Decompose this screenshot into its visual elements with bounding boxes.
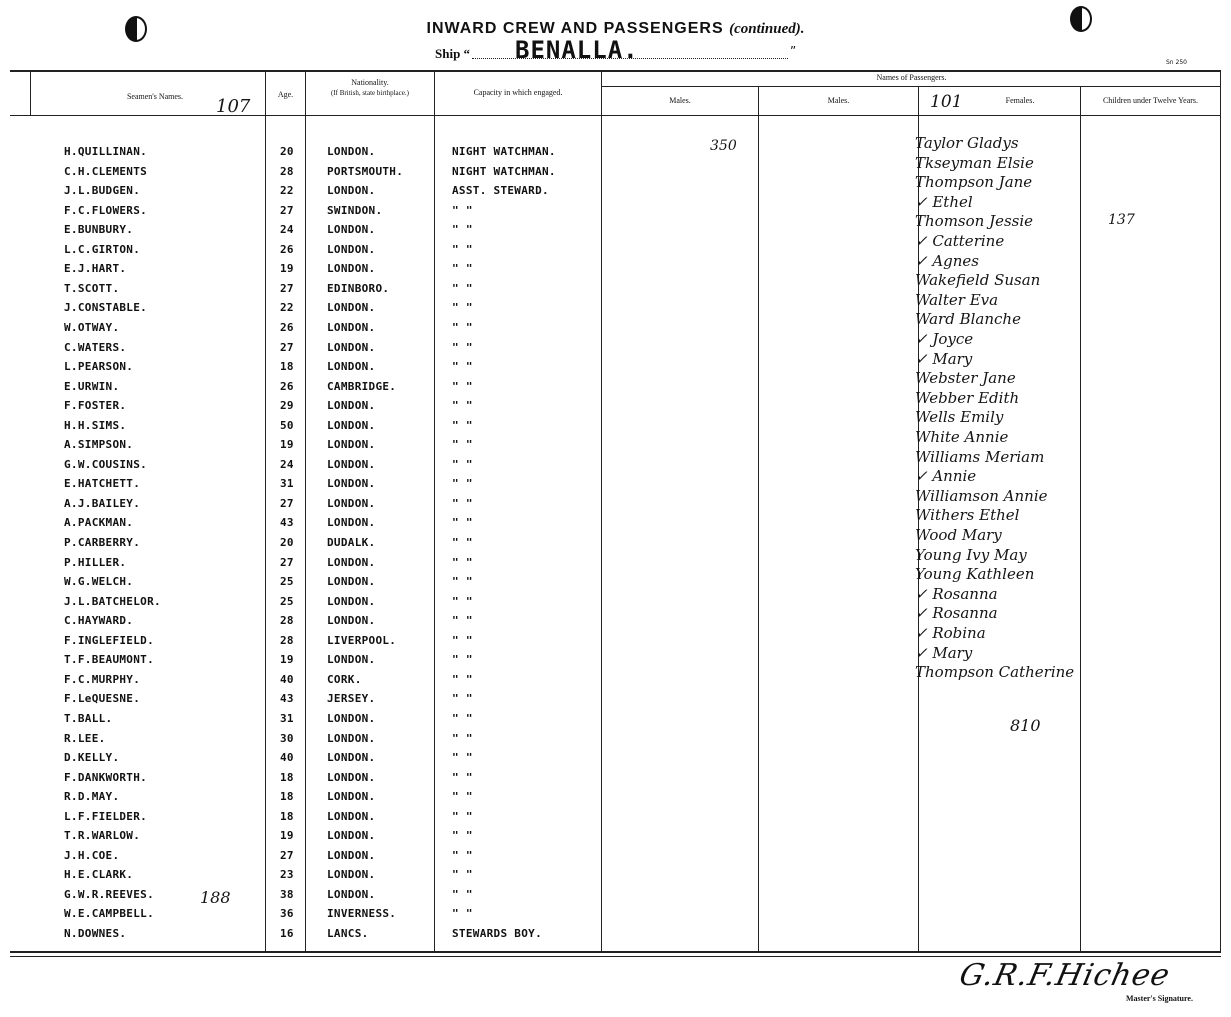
- crew-capacity: " ": [452, 242, 473, 256]
- crew-name: C.HAYWARD.: [64, 614, 134, 628]
- passenger-subheader-rule: [602, 86, 1221, 87]
- crew-age: 23: [280, 868, 294, 882]
- crew-capacity: " ": [452, 633, 473, 647]
- crew-name: W.G.WELCH.: [64, 575, 134, 589]
- crew-capacity: " ": [452, 829, 473, 843]
- header-seamen-names: Seamen's Names.: [126, 92, 184, 101]
- crew-capacity: " ": [452, 809, 473, 823]
- crew-capacity: " ": [452, 340, 473, 354]
- crew-capacity: " ": [452, 555, 473, 569]
- master-signature: G.R.F.Hichee: [956, 958, 1174, 993]
- female-passenger-entry: ✓ Rosanna: [915, 604, 998, 623]
- crew-name: J.L.BUDGEN.: [64, 184, 141, 198]
- crew-nationality: LONDON.: [327, 184, 376, 198]
- crew-nationality: PORTSMOUTH.: [327, 164, 404, 178]
- crew-capacity: " ": [452, 379, 473, 393]
- crew-age: 19: [280, 262, 294, 276]
- crew-name: R.LEE.: [64, 731, 106, 745]
- crew-age: 16: [280, 927, 294, 940]
- crew-age: 50: [280, 418, 294, 432]
- crew-capacity: " ": [452, 692, 473, 706]
- crew-capacity: " ": [452, 418, 473, 432]
- col-divider-nationality: [305, 72, 306, 951]
- header-nationality-main: Nationality.: [351, 78, 389, 87]
- crew-age: 20: [280, 145, 294, 158]
- crew-capacity: " ": [452, 360, 473, 374]
- crew-age: 28: [280, 633, 294, 647]
- crew-nationality: CAMBRIDGE.: [327, 379, 397, 393]
- female-passenger-entry: Webber Edith: [915, 388, 1020, 407]
- form-number: Sn 250: [1166, 59, 1187, 66]
- female-passenger-entry: Young Kathleen: [915, 565, 1035, 584]
- female-passenger-entry: ✓ Rosanna: [915, 584, 998, 603]
- col-divider-right: [1220, 70, 1221, 953]
- crew-age: 18: [280, 360, 294, 374]
- crew-nationality: LONDON.: [327, 301, 376, 315]
- crew-capacity: " ": [452, 711, 473, 725]
- crew-name: H.H.SIMS.: [64, 418, 127, 432]
- crew-age: 27: [280, 281, 294, 295]
- header-names-of-passengers: Names of Passengers.: [876, 73, 947, 82]
- header-children: Children under Twelve Years.: [1102, 96, 1199, 105]
- crew-nationality: LONDON.: [327, 223, 376, 237]
- crew-name: F.DANKWORTH.: [64, 770, 148, 784]
- crew-nationality: LONDON.: [327, 340, 376, 354]
- crew-name: F.C.MURPHY.: [64, 672, 141, 686]
- row-mark-annotation: 188: [200, 888, 231, 907]
- crew-name: H.E.CLARK.: [64, 868, 134, 882]
- crew-nationality: LONDON.: [327, 555, 376, 569]
- col-divider-passengers: [601, 72, 602, 951]
- female-passenger-entry: Young Ivy May: [915, 545, 1027, 564]
- crew-age: 30: [280, 731, 294, 745]
- header-age: Age.: [277, 90, 294, 99]
- crew-nationality: JERSEY.: [327, 692, 376, 706]
- crew-age: 27: [280, 555, 294, 569]
- female-passenger-entry: ✓ Ethel: [915, 192, 973, 211]
- crew-age: 27: [280, 496, 294, 510]
- crew-capacity: " ": [452, 887, 473, 901]
- crew-age: 31: [280, 711, 294, 725]
- crew-capacity: " ": [452, 516, 473, 530]
- crew-name: T.SCOTT.: [64, 281, 120, 295]
- crew-name: L.C.GIRTON.: [64, 242, 141, 256]
- ship-name: BENALLA.: [515, 36, 639, 64]
- crew-age: 29: [280, 399, 294, 413]
- female-passenger-entry: ✓ Catterine: [915, 232, 1005, 250]
- ship-close-quote: ”: [790, 44, 797, 58]
- header-nationality-sub: (If British, state birthplace.): [331, 89, 409, 97]
- bottom-mark-annotation: 810: [1010, 716, 1041, 735]
- female-passenger-entry: Walter Eva: [915, 290, 999, 309]
- header-males-1: Males.: [669, 96, 691, 105]
- crew-nationality: LIVERPOOL.: [327, 633, 397, 647]
- crew-nationality: LONDON.: [327, 848, 376, 862]
- crew-age: 36: [280, 907, 294, 921]
- crew-capacity: " ": [452, 320, 473, 334]
- crew-capacity: " ": [452, 457, 473, 471]
- crew-nationality: LONDON.: [327, 360, 376, 374]
- crew-capacity: " ": [452, 868, 473, 882]
- crew-nationality: LONDON.: [327, 868, 376, 882]
- crew-age: 27: [280, 848, 294, 862]
- crew-age: 18: [280, 809, 294, 823]
- crew-nationality: LONDON.: [327, 438, 376, 452]
- crew-name: E.J.HART.: [64, 262, 127, 276]
- crew-nationality: CORK.: [327, 672, 362, 686]
- crew-name: N.DOWNES.: [64, 927, 127, 940]
- males-mark-annotation: 350: [710, 138, 737, 154]
- crew-nationality: INVERNESS.: [327, 907, 397, 921]
- crew-nationality: LONDON.: [327, 594, 376, 608]
- female-passenger-entry: Thomson Jessie: [915, 212, 1034, 231]
- crew-name: T.R.WARLOW.: [64, 829, 141, 843]
- crew-name: F.C.FLOWERS.: [64, 203, 148, 217]
- crew-name: G.W.R.REEVES.: [64, 887, 154, 901]
- crew-age: 43: [280, 692, 294, 706]
- crew-nationality: LONDON.: [327, 731, 376, 745]
- crew-age: 31: [280, 477, 294, 491]
- master-signature-label: Master's Signature.: [1126, 994, 1193, 1003]
- crew-name: F.INGLEFIELD.: [64, 633, 154, 647]
- crew-name: J.L.BATCHELOR.: [64, 594, 161, 608]
- col-divider-age: [265, 72, 266, 951]
- crew-age: 38: [280, 887, 294, 901]
- crew-nationality: LONDON.: [327, 496, 376, 510]
- crew-age: 19: [280, 653, 294, 667]
- crew-capacity: " ": [452, 731, 473, 745]
- female-passenger-entry: ✓ Joyce: [915, 330, 974, 348]
- crew-name: P.CARBERRY.: [64, 536, 141, 549]
- crew-capacity: " ": [452, 575, 473, 589]
- crew-capacity: STEWARDS BOY.: [452, 927, 542, 940]
- crew-nationality: LONDON.: [327, 770, 376, 784]
- crew-nationality: LONDON.: [327, 242, 376, 256]
- crew-nationality: LONDON.: [327, 829, 376, 843]
- crew-name: C.H.CLEMENTS: [64, 164, 148, 178]
- crew-name: E.URWIN.: [64, 379, 120, 393]
- crew-nationality: LONDON.: [327, 516, 376, 530]
- crew-nationality: LONDON.: [327, 457, 376, 471]
- header-males-2: Males.: [827, 96, 850, 105]
- crew-age: 19: [280, 438, 294, 452]
- crew-nationality: LONDON.: [327, 262, 376, 276]
- crew-age: 22: [280, 301, 294, 315]
- crew-nationality: LONDON.: [327, 887, 376, 901]
- crew-age: 27: [280, 203, 294, 217]
- crew-capacity: " ": [452, 477, 473, 491]
- title-text: INWARD CREW AND PASSENGERS: [426, 20, 724, 37]
- header-females: Females.: [1005, 96, 1035, 105]
- crew-name: F.FOSTER.: [64, 399, 127, 413]
- crew-name: C.WATERS.: [64, 340, 127, 354]
- crew-name: J.CONSTABLE.: [64, 301, 148, 315]
- female-passenger-entry: Withers Ethel: [915, 506, 1020, 525]
- crew-age: 26: [280, 242, 294, 256]
- crew-capacity: NIGHT WATCHMAN.: [452, 164, 556, 178]
- female-passenger-entry: Wells Emily: [915, 408, 1004, 427]
- crew-capacity: " ": [452, 438, 473, 452]
- crew-age: 40: [280, 672, 294, 686]
- crew-age: 26: [280, 320, 294, 334]
- female-passenger-entry: Thompson Jane: [915, 173, 1033, 192]
- children-mark-annotation: 137: [1108, 212, 1135, 228]
- crew-nationality: LONDON.: [327, 418, 376, 432]
- crew-nationality: LONDON.: [327, 653, 376, 667]
- crew-nationality: LONDON.: [327, 751, 376, 765]
- crew-name: A.SIMPSON.: [64, 438, 134, 452]
- crew-capacity: " ": [452, 848, 473, 862]
- female-passenger-entry: ✓ Mary: [915, 349, 973, 368]
- crew-name: E.BUNBURY.: [64, 223, 134, 237]
- crew-name: W.OTWAY.: [64, 320, 120, 334]
- crew-nationality: LANCS.: [327, 927, 369, 940]
- table-top-rule: [10, 70, 1221, 72]
- crew-capacity: " ": [452, 907, 473, 921]
- crew-age: 43: [280, 516, 294, 530]
- crew-capacity: " ": [452, 770, 473, 784]
- crew-age: 28: [280, 614, 294, 628]
- crew-nationality: SWINDON.: [327, 203, 383, 217]
- female-passenger-entry: Webster Jane: [915, 369, 1016, 388]
- female-passenger-entry: ✓ Robina: [915, 624, 986, 642]
- crew-capacity: " ": [452, 496, 473, 510]
- crew-age: 28: [280, 164, 294, 178]
- female-passenger-entry: Wakefield Susan: [915, 271, 1041, 290]
- crew-age: 27: [280, 340, 294, 354]
- crew-nationality: LONDON.: [327, 320, 376, 334]
- female-passenger-entry: Thompson Catherine: [915, 663, 1075, 682]
- crew-capacity: " ": [452, 223, 473, 237]
- crew-name: G.W.COUSINS.: [64, 457, 148, 471]
- crew-age: 22: [280, 184, 294, 198]
- title-continued: (continued).: [729, 21, 805, 37]
- crew-nationality: LONDON.: [327, 477, 376, 491]
- crew-nationality: DUDALK.: [327, 536, 376, 549]
- crew-capacity: " ": [452, 399, 473, 413]
- crew-age: 24: [280, 223, 294, 237]
- female-passenger-entry: White Annie: [915, 428, 1009, 446]
- crew-capacity: " ": [452, 653, 473, 667]
- crew-age: 25: [280, 575, 294, 589]
- crew-age: 18: [280, 770, 294, 784]
- crew-nationality: LONDON.: [327, 790, 376, 804]
- crew-name: L.F.FIELDER.: [64, 809, 148, 823]
- crew-name: D.KELLY.: [64, 751, 120, 765]
- crew-nationality: LONDON.: [327, 711, 376, 725]
- crew-capacity: " ": [452, 614, 473, 628]
- female-passenger-entry: Williamson Annie: [915, 486, 1048, 505]
- crew-nationality: LONDON.: [327, 399, 376, 413]
- crew-name: E.HATCHETT.: [64, 477, 141, 491]
- crew-capacity: " ": [452, 790, 473, 804]
- crew-capacity: " ": [452, 262, 473, 276]
- females-count-annotation: 101: [930, 92, 963, 112]
- crew-name: T.BALL.: [64, 711, 113, 725]
- female-passenger-entry: Wood Mary: [915, 526, 1002, 544]
- crew-nationality: LONDON.: [327, 614, 376, 628]
- female-passenger-entry: Williams Meriam: [915, 447, 1045, 466]
- crew-name: R.D.MAY.: [64, 790, 120, 804]
- crew-nationality: EDINBORO.: [327, 281, 390, 295]
- crew-name: L.PEARSON.: [64, 360, 134, 374]
- crew-age: 18: [280, 790, 294, 804]
- crew-capacity: ASST. STEWARD.: [452, 184, 549, 198]
- crew-age: 24: [280, 457, 294, 471]
- seamen-count-annotation: 107: [216, 96, 251, 117]
- crew-age: 20: [280, 536, 294, 549]
- crew-name: W.E.CAMPBELL.: [64, 907, 154, 921]
- crew-capacity: " ": [452, 203, 473, 217]
- crew-age: 19: [280, 829, 294, 843]
- crew-capacity: " ": [452, 536, 473, 549]
- col-divider-males2: [758, 86, 759, 951]
- crew-capacity: " ": [452, 301, 473, 315]
- female-passenger-entry: Taylor Gladys: [915, 134, 1019, 152]
- ship-label: Ship “: [435, 46, 471, 61]
- header-bottom-rule: [10, 115, 1221, 116]
- female-passenger-entry: ✓ Annie: [915, 467, 977, 486]
- crew-name: J.H.COE.: [64, 848, 120, 862]
- female-passenger-entry: ✓ Mary: [915, 643, 973, 662]
- crew-capacity: " ": [452, 594, 473, 608]
- female-passenger-entry: Tkseyman Elsie: [915, 153, 1034, 172]
- crew-nationality: LONDON.: [327, 575, 376, 589]
- female-passenger-entry: ✓ Agnes: [915, 251, 980, 270]
- crew-name: T.F.BEAUMONT.: [64, 653, 154, 667]
- crew-nationality: LONDON.: [327, 809, 376, 823]
- crew-age: 40: [280, 751, 294, 765]
- col-divider-capacity: [434, 72, 435, 951]
- col-divider-children: [1080, 86, 1081, 951]
- col-divider-left: [30, 72, 31, 116]
- table-bottom-rule: [10, 951, 1221, 953]
- crew-nationality: LONDON.: [327, 145, 376, 158]
- crew-name: P.HILLER.: [64, 555, 127, 569]
- crew-age: 25: [280, 594, 294, 608]
- header-capacity: Capacity in which engaged.: [473, 88, 563, 97]
- crew-name: H.QUILLINAN.: [64, 145, 148, 158]
- crew-capacity: " ": [452, 751, 473, 765]
- female-passenger-entry: Ward Blanche: [915, 310, 1021, 329]
- crew-name: F.LeQUESNE.: [64, 692, 141, 706]
- crew-name: A.PACKMAN.: [64, 516, 134, 530]
- crew-age: 26: [280, 379, 294, 393]
- crew-name: A.J.BAILEY.: [64, 496, 141, 510]
- crew-capacity: " ": [452, 672, 473, 686]
- table-bottom-rule-2: [10, 956, 1221, 957]
- crew-capacity: NIGHT WATCHMAN.: [452, 145, 556, 158]
- header-nationality: [306, 78, 434, 98]
- crew-capacity: " ": [452, 281, 473, 295]
